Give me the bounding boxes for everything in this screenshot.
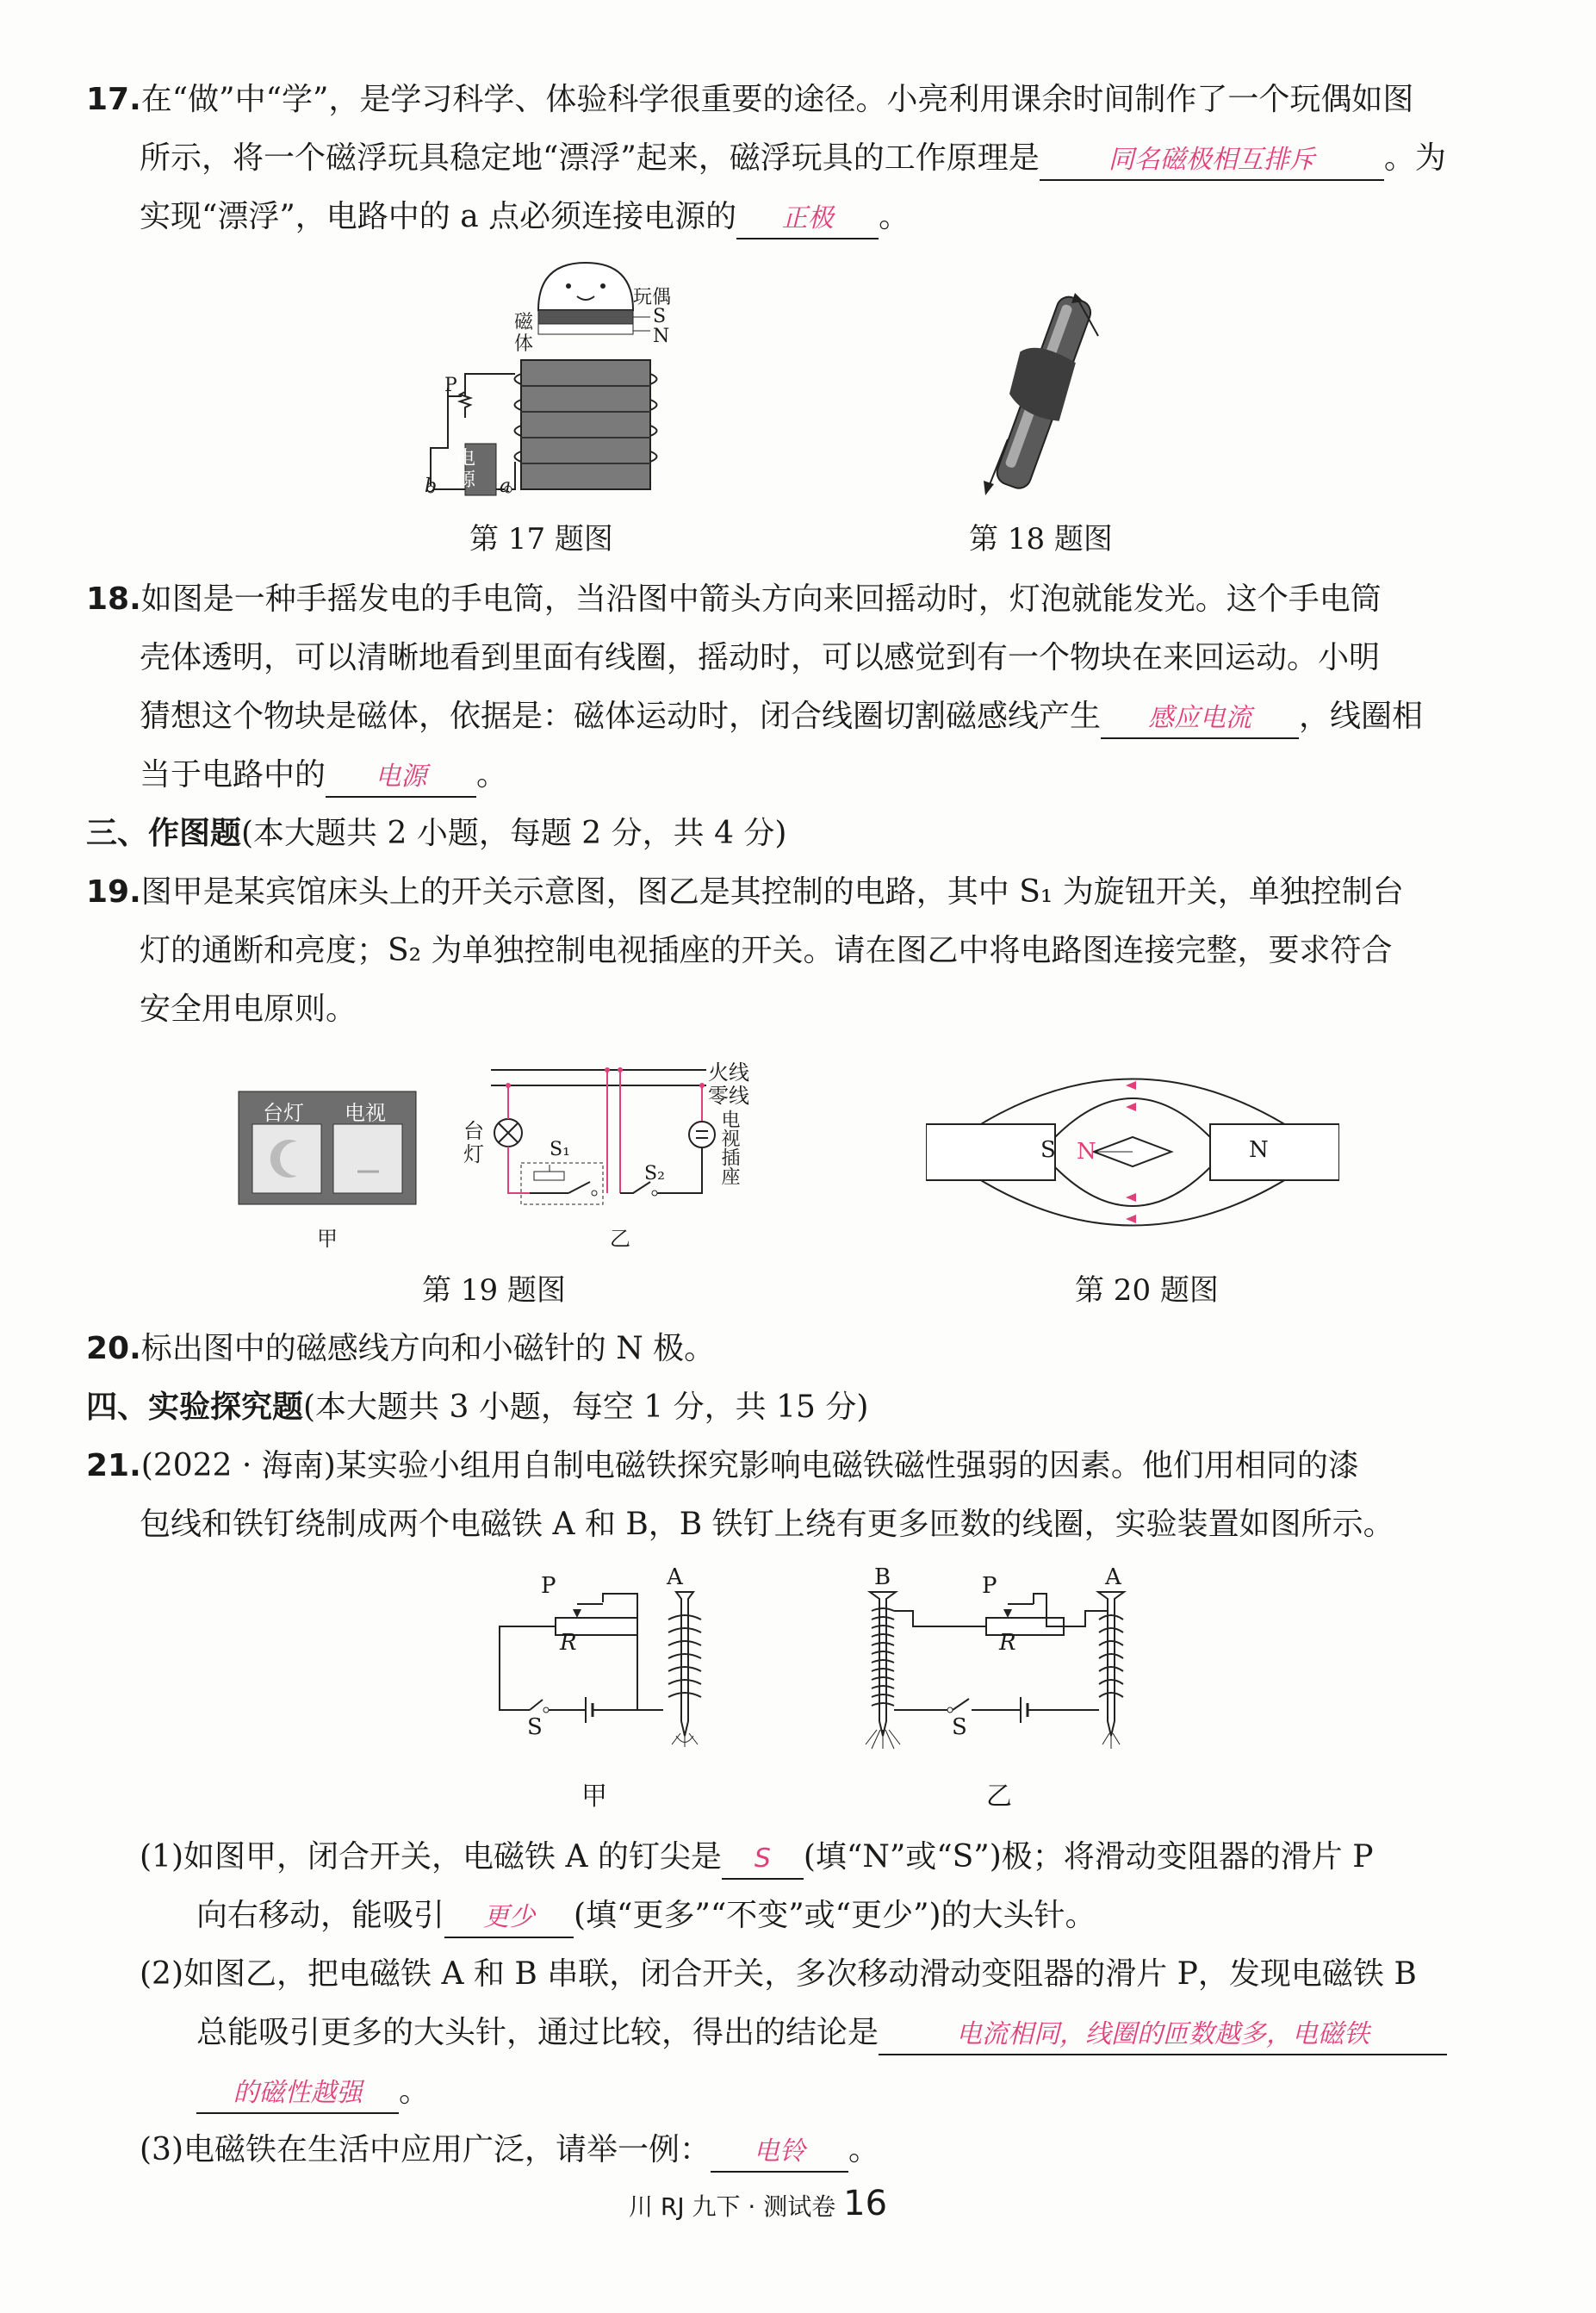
q17-answer2-field[interactable]: 正极: [736, 200, 879, 239]
fig18-caption: 第 18 题图: [969, 522, 1113, 556]
fig19-yi-label: 乙: [610, 1227, 630, 1251]
q17-line1: 17.在“做”中“学”，是学习科学、体验科学很重要的途径。小亮利用课余时间制作了一个玩偶如图: [86, 82, 1414, 117]
fig17-p-label: P: [444, 375, 457, 396]
fig21-yi-circuit: [861, 1585, 1146, 1757]
q21-sub2-line2: 总能吸引更多的大头针，通过比较，得出的结论是 电流相同，线圈的匝数越多，电磁铁: [196, 2011, 1447, 2055]
q19-line1: 19.图甲是某宾馆床头上的开关示意图，图乙是其控制的电路，其中 S₁ 为旋钮开关，单独控制台: [86, 874, 1404, 910]
fig19-s2-label: S₂: [644, 1163, 665, 1184]
fig21-jia-label: 甲: [581, 1781, 607, 1812]
fig19-lamp-switch-label: 台灯: [263, 1101, 304, 1125]
fig17-toy-label: 玩偶: [633, 287, 672, 308]
q20-number: 20.: [86, 1331, 141, 1366]
fig20-caption: 第 20 题图: [1075, 1273, 1219, 1308]
fig20-magnet-diagram: [926, 1055, 1339, 1249]
fig19-socket-label: 电视插座: [718, 1110, 740, 1185]
q21-sub1-answer2-field[interactable]: 更少: [444, 1899, 574, 1938]
q18-line2: 壳体透明，可以清晰地看到里面有线圈，摇动时，可以感觉到有一个物块在来回运动。小明: [140, 640, 1381, 675]
q21-sub2-answer-field[interactable]: 电流相同，线圈的匝数越多，电磁铁: [879, 2016, 1447, 2055]
q21-sub3-line: (3)电磁铁在生活中应用广泛，请举一例： 电铃 。: [140, 2128, 879, 2173]
fig17-magnet-label-1: 磁: [514, 312, 534, 333]
fig19-live-wire-label: 火线: [708, 1060, 749, 1085]
q18-answer1-field[interactable]: 感应电流: [1101, 699, 1299, 739]
q18-answer2-field[interactable]: 电源: [326, 758, 476, 798]
q19-line3: 安全用电原则。: [140, 992, 357, 1027]
q17-line3: 实现“漂浮”，电路中的 a 点必须连接电源的 正极 。: [140, 195, 910, 239]
fig21-yi-b-label: B: [874, 1564, 891, 1590]
fig17-magnet-label-2: 体: [514, 333, 534, 355]
fig17-n-label: N: [653, 326, 670, 347]
fig21-yi-r-label: R: [999, 1630, 1016, 1656]
q19-line2: 灯的通断和亮度；S₂ 为单独控制电视插座的开关。请在图乙中将电路图连接完整，要求符合: [140, 933, 1393, 968]
fig21-jia-circuit: [491, 1585, 715, 1757]
fig19-caption: 第 19 题图: [422, 1273, 566, 1308]
fig21-yi-label: 乙: [986, 1781, 1012, 1812]
fig17-caption: 第 17 题图: [469, 522, 613, 556]
fig20-needle-n-label: N: [1077, 1139, 1096, 1165]
fig19-jia-label: 甲: [317, 1227, 338, 1251]
q21-number: 21.: [86, 1448, 141, 1483]
fig19-lamp-label-2: 灯: [463, 1142, 484, 1166]
q21-sub3-answer-field[interactable]: 电铃: [711, 2133, 848, 2173]
q21-line2: 包线和铁钉绕制成两个电磁铁 A 和 B，B 铁钉上绕有更多匝数的线圈，实验装置如图所示。: [140, 1507, 1394, 1542]
q18-line3: 猜想这个物块是磁体，依据是：磁体运动时，闭合线圈切割磁感线产生 感应电流 ，线圈相: [140, 694, 1423, 739]
fig17-power-label-2: 源: [456, 469, 476, 491]
fig21-yi-s-label: S: [952, 1714, 967, 1740]
q21-sub1-line2: 向右移动，能吸引 更少 (填“更多”“不变”或“更少”)的大头针。: [196, 1893, 1096, 1938]
q21-sub2-line1: (2)如图乙，把电磁铁 A 和 B 串联，闭合开关，多次移动滑动变阻器的滑片 P，发现电磁铁 B: [140, 1956, 1417, 1992]
fig20-n-label: N: [1249, 1137, 1269, 1163]
q21-sub1-line1: (1)如图甲，闭合开关，电磁铁 A 的钉尖是 S (填“N”或“S”)极；将滑动变阻器的滑片 P: [140, 1835, 1373, 1880]
fig19-neutral-wire-label: 零线: [708, 1084, 749, 1108]
fig21-jia-a-label: A: [667, 1564, 683, 1590]
fig19-lamp-label-1: 台: [463, 1119, 484, 1143]
section3-heading: 三、作图题(本大题共 2 小题，每题 2 分，共 4 分): [86, 816, 787, 851]
page-footer: [629, 2184, 887, 2223]
q21-line1: 21.(2022 · 海南)某实验小组用自制电磁铁探究影响电磁铁磁性强弱的因素。他们用相同的漆: [86, 1448, 1359, 1483]
fig20-s-label: S: [1040, 1137, 1056, 1163]
q17-number: 17.: [86, 82, 141, 117]
footer-text: 川 RJ 九下 · 测试卷: [629, 2192, 836, 2221]
fig21-jia-p-label: P: [541, 1573, 556, 1599]
page-number: 16: [843, 2184, 888, 2223]
section4-heading: 四、实验探究题(本大题共 3 小题，每空 1 分，共 15 分): [86, 1390, 869, 1425]
fig17-power-label-1: 电: [456, 448, 476, 469]
q21-sub2-line3: 的磁性越强 。: [196, 2069, 430, 2114]
q21-sub1-answer1-field[interactable]: S: [722, 1840, 804, 1880]
fig21-yi-a-label: A: [1105, 1564, 1121, 1590]
q20-line: 20.标出图中的磁感线方向和小磁针的 N 极。: [86, 1331, 716, 1366]
q18-number: 18.: [86, 581, 141, 617]
q18-line1: 18.如图是一种手摇发电的手电筒，当沿图中箭头方向来回摇动时，灯泡就能发光。这个手电筒: [86, 581, 1382, 617]
q17-line2: 所示，将一个磁浮玩具稳定地“漂浮”起来，磁浮玩具的工作原理是 同名磁极相互排斥 。为: [140, 136, 1446, 181]
fig17-a-label: a: [500, 476, 512, 497]
fig17-s-label: S: [653, 306, 667, 327]
q19-number: 19.: [86, 874, 141, 910]
q21-sub2-answer-field-cont[interactable]: 的磁性越强: [196, 2074, 399, 2114]
fig19-s1-label: S₁: [550, 1139, 570, 1160]
q17-answer1-field[interactable]: 同名磁极相互排斥: [1040, 141, 1384, 181]
q18-line4: 当于电路中的 电源 。: [140, 753, 507, 798]
fig21-jia-r-label: R: [560, 1630, 577, 1656]
fig17-b-label: b: [425, 476, 438, 497]
fig21-yi-p-label: P: [982, 1573, 997, 1599]
fig18-flashlight: [982, 284, 1102, 500]
fig19-tv-switch-label: 电视: [345, 1101, 386, 1125]
fig21-jia-s-label: S: [527, 1714, 543, 1740]
